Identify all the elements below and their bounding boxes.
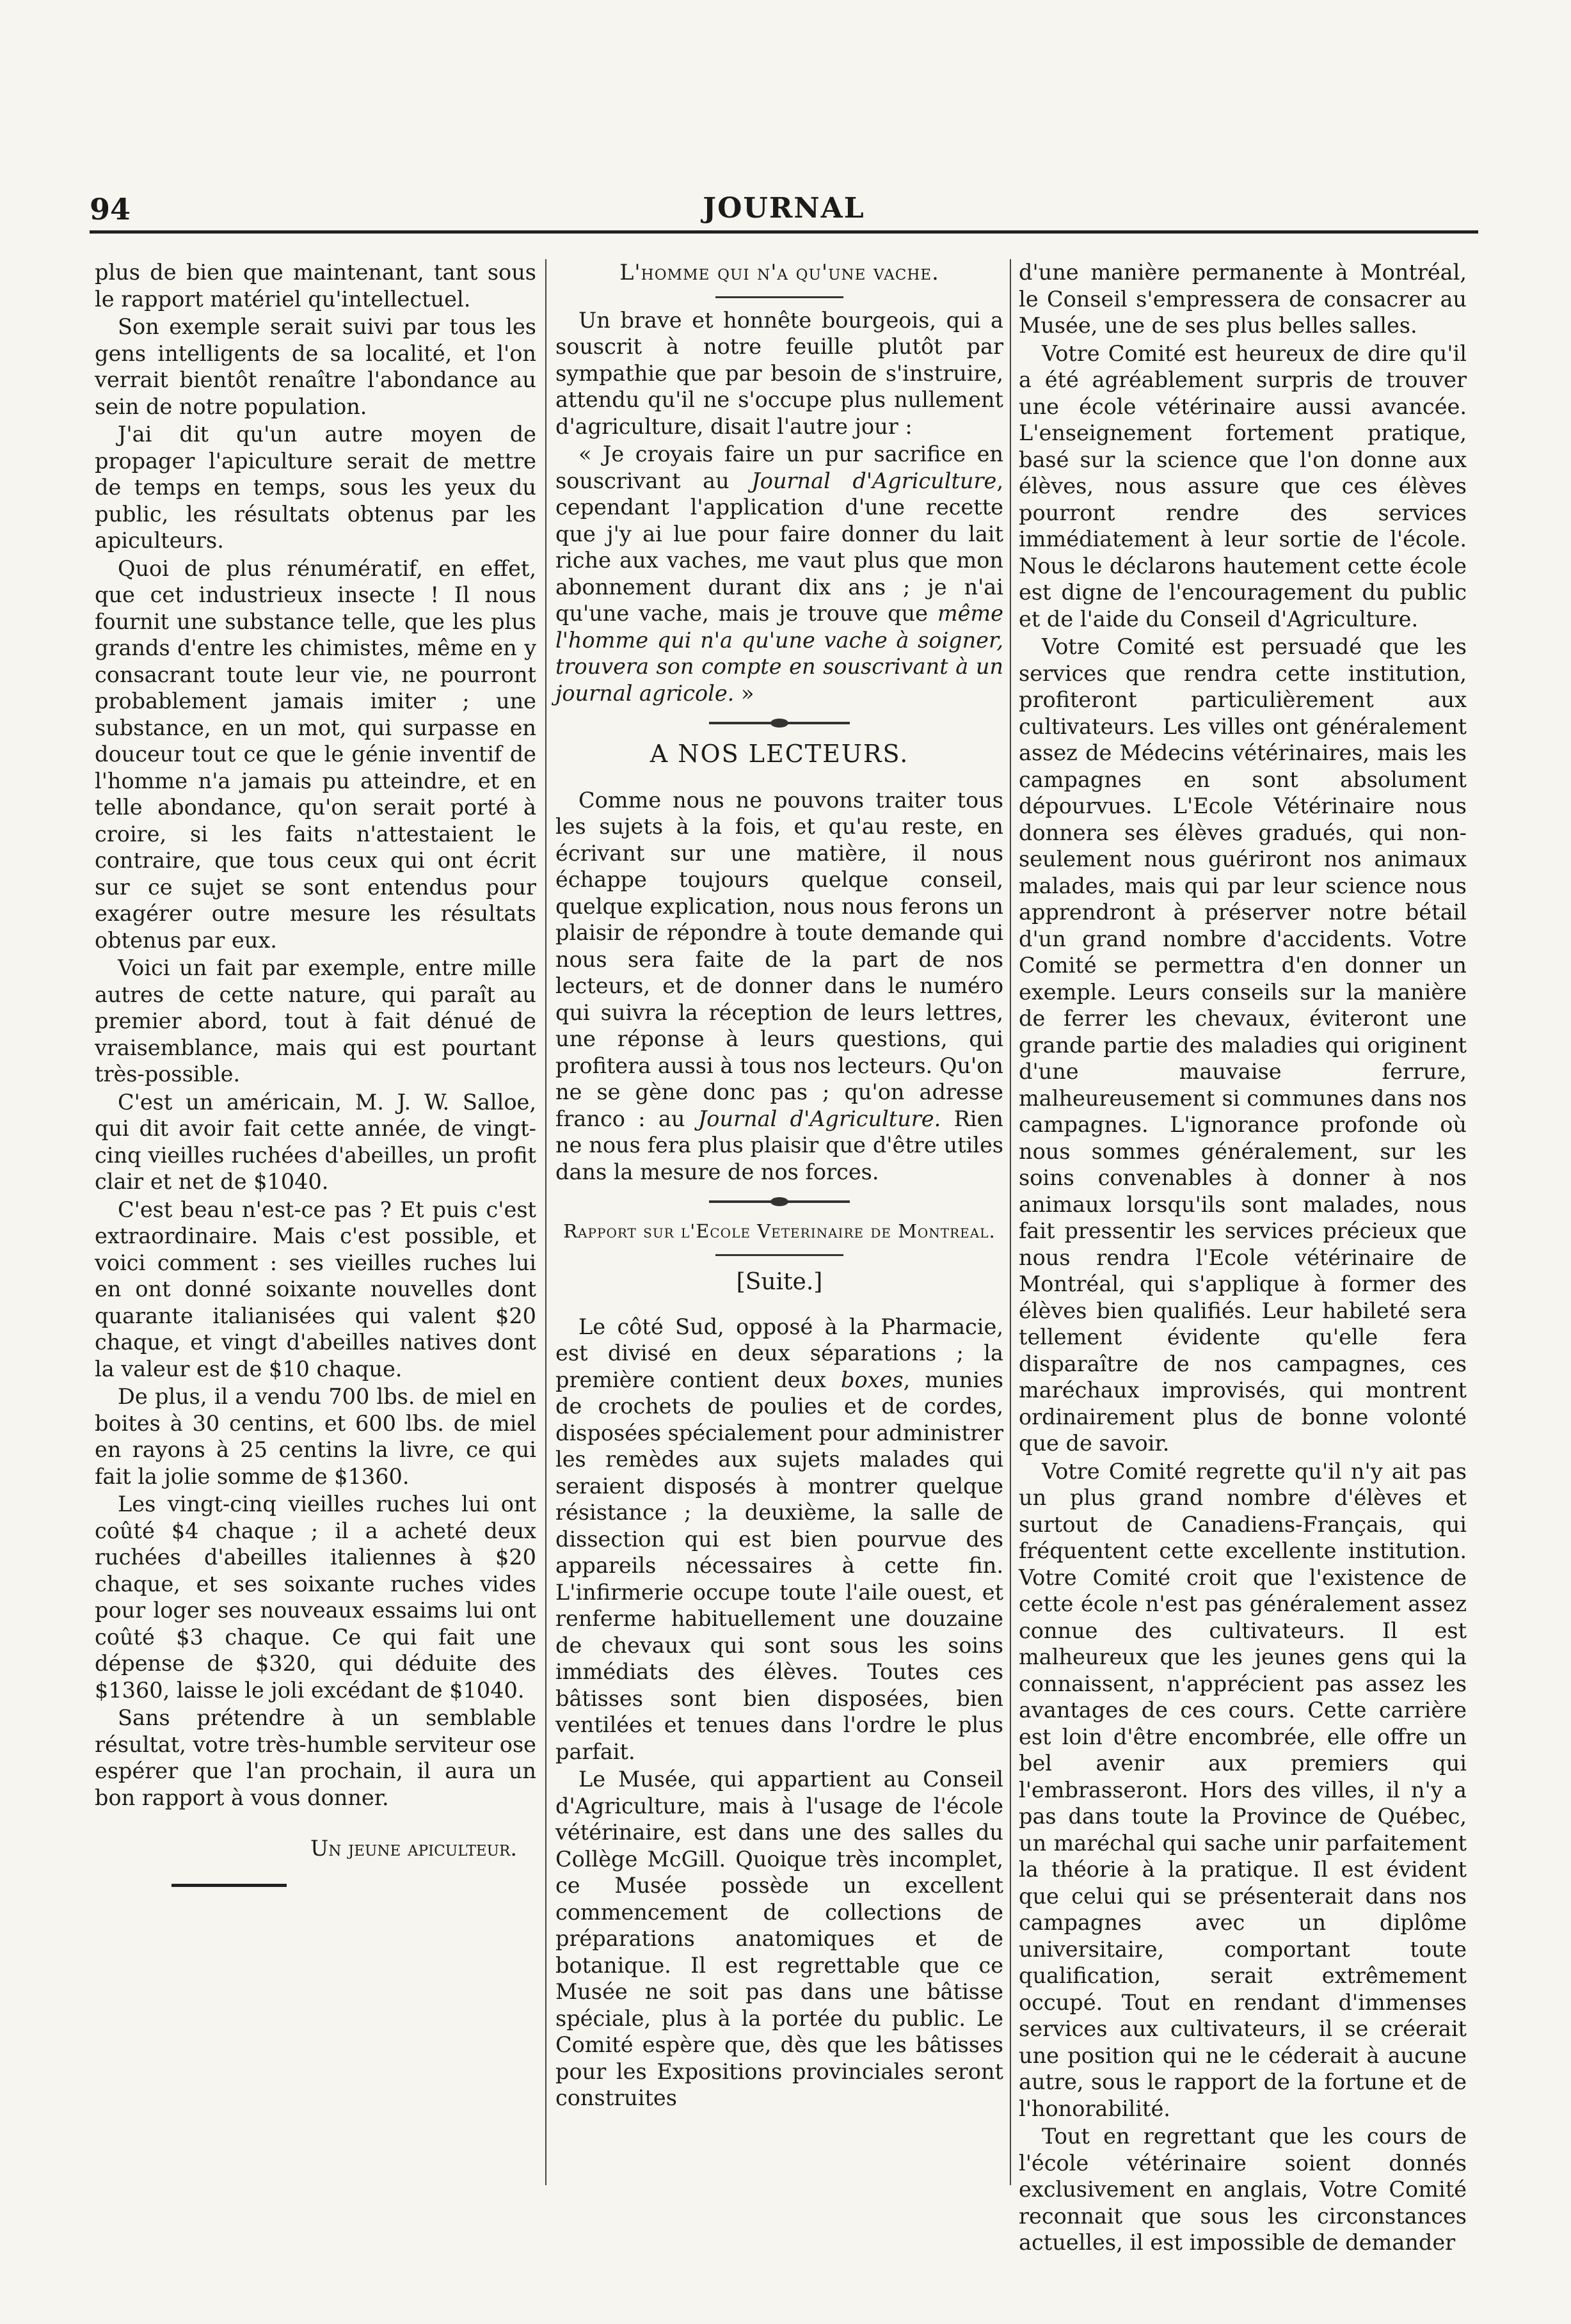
- page-number: 94: [90, 192, 131, 227]
- section-title: Rapport sur l'Ecole Veterinaire de Montreal.: [563, 1220, 996, 1242]
- paragraph: Votre Comité est persuadé que les services que rendra cette institution, profiteront particulièrement aux cultivateurs. Les villes ont généralement assez de Médecins vétérinaires, mais les campagnes en sont absolument dépourvues. L'Ecole Vétérinaire nous donnera ses élèves gradués, qui non-seulement nous guériront nos animaux malades, mais qui par leur science nous apprendront à préserver notre bétail d'un grand nombre d'accidents. Votre Comité se permettra d'en donner un exemple. Leurs conseils sur la manière de ferrer les chevaux, éviteront une grande partie des maladies qui originent d'une mauvaise ferrure, malheureusement si communes dans nos campagnes. L'ignorance profonde où nous sommes généralement, sur les soins convenables à donner à nos animaux lorsqu'ils sont malades, nous fait pressentir les services précieux que nous rendra l'Ecole vétérinaire de Montréal, qui s'applique à former des élèves bien qualifiés. Leur habileté sera tellement évidente qu'elle fera disparaître de nos campagnes, ces maréchaux improvisés, qui montrent ordinairement plus de bonne volonté que de savoir.: [1019, 634, 1467, 1456]
- paragraph: « Je croyais faire un pur sacrifice en souscrivant au Journal d'Agriculture, cependant l'application d'une recette que j'y ai lue pour faire donner du lait riche aux vaches, me vaut plus que mon abonnement durant dix ans ; je n'ai qu'une vache, mais je trouve que même l'homme qui n'a qu'une vache à soigner, trouvera son compte en souscrivant à un journal agricole. »: [555, 442, 1003, 706]
- column-divider: [545, 259, 546, 2185]
- paragraph: Un brave et honnête bourgeois, qui a souscrit à notre feuille plutôt par sympathie que par besoin de s'instruire, attendu qu'il ne s'occupe plus nullement d'agriculture, disait l'autre jour :: [555, 307, 1003, 439]
- page-header: [90, 192, 1478, 230]
- paragraph: Sans prétendre à un semblable résultat, votre très-humble serviteur ose espérer que l'an prochain, il aura un bon rapport à vous donner.: [95, 1705, 536, 1810]
- ornament-rule: [709, 1200, 850, 1203]
- ornament-rule: [709, 722, 850, 724]
- article-title: L'homme qui n'a qu'une vache.: [619, 260, 939, 285]
- section-subtitle: [Suite.]: [736, 1269, 823, 1295]
- paragraph: Votre Comité est heureux de dire qu'il a été agréablement surpris de trouver une école vétérinaire aussi avancée. L'enseignement fortement pratique, basé sur la science que l'on donne aux élèves, nous assure que ces élèves pourront rendre des services immédiatement à leur sortie de l'école. Nous le déclarons hautement cette école est digne de l'encouragement du public et de l'aide du Conseil d'Agriculture.: [1019, 340, 1467, 632]
- paragraph: C'est beau n'est-ce pas ? Et puis c'est extraordinaire. Mais c'est possible, et voici comment : ses vieilles ruches lui en ont donné soixante nouvelles dont quarante italianisées qui valent $20 chaque, et vingt d'abeilles natives dont la valeur est de $10 chaque.: [95, 1197, 536, 1381]
- running-title: JOURNAL: [703, 192, 865, 225]
- paragraph: C'est un américain, M. J. W. Salloe, qui dit avoir fait cette année, de vingt-cinq vieilles ruchées d'abeilles, un profit clair et net de $1040.: [95, 1089, 536, 1194]
- paragraph: De plus, il a vendu 700 lbs. de miel en boites à 30 centins, et 600 lbs. de miel en rayons à 25 centins la livre, ce qui fait la jolie somme de $1360.: [95, 1384, 536, 1489]
- column-3: [1019, 259, 1467, 2257]
- section-title: A NOS LECTEURS.: [650, 740, 909, 768]
- column-2: [555, 259, 1003, 2113]
- paragraph: Le Musée, qui appartient au Conseil d'Agriculture, mais à l'usage de l'école vétérinaire, est dans une des salles du Collège McGill. Quoique très incomplet, ce Musée possède un excellent commencement de collections de préparations anatomiques et de botanique. Il est regrettable que ce Musée ne soit pas dans une bâtisse spéciale, plus à la portée du public. Le Comité espère que, dès que les bâtisses pour les Expositions provinciales seront construites: [555, 1767, 1003, 2110]
- title-rule: [715, 296, 843, 298]
- paragraph: Quoi de plus rénumératif, en effet, que cet industrieux insecte ! Il nous fournit une substance telle, que les plus grands d'entre les chimistes, même en y consacrant toute leur vie, ne pourront probablement jamais imiter ; une substance, en un mot, qui surpasse en douceur tout ce que le génie inventif de l'homme n'a jamais pu atteindre, et en telle abondance, qu'on serait porté à croire, si les faits n'attestaient le contraire, que tous ceux qui ont écrit sur ce sujet se sont entendus pour exagérer outre mesure les résultats obtenus par eux.: [95, 555, 536, 953]
- paragraph: Voici un fait par exemple, entre mille autres de cette nature, qui paraît au premier abord, tout à fait dénué de vraisemblance, mais qui est pourtant très-possible.: [95, 955, 536, 1086]
- paragraph: J'ai dit qu'un autre moyen de propager l'apiculture serait de mettre de temps en temps, sous les yeux du public, les résultats obtenus par les apiculteurs.: [95, 422, 536, 553]
- journal-title: Journal d'Agriculture: [751, 468, 997, 493]
- column-divider: [1010, 259, 1011, 2185]
- paragraph: plus de bien que maintenant, tant sous le rapport matériel qu'intellectuel.: [95, 260, 536, 312]
- article-signature: Un jeune apiculteur.: [310, 1836, 517, 1861]
- paragraph: Comme nous ne pouvons traiter tous les sujets à la fois, et qu'au reste, en écrivant sur une matière, il nous échappe toujours quelque conseil, quelque explication, nous nous ferons un plaisir de répondre à toute demande qui nous sera faite de la part de nos lecteurs, et de donner dans le numéro qui suivra la réception de leurs lettres, une réponse à leurs questions, qui profitera aussi à tous nos lecteurs. Qu'on ne se gène donc pas ; qu'on adresse franco : au Journal d'Agriculture. Rien ne nous fera plus plaisir que d'être utiles dans la mesure de nos forces.: [555, 787, 1003, 1184]
- end-rule: [171, 1884, 287, 1887]
- paragraph: Tout en regrettant que les cours de l'école vétérinaire soient donnés exclusivement en anglais, Votre Comité reconnait que sous les circonstances actuelles, il est impossible de demander: [1019, 2124, 1467, 2255]
- paragraph: Le côté Sud, opposé à la Pharmacie, est divisé en deux séparations ; la première contient deux boxes, munies de crochets de poulies et de cordes, disposées spécialement pour administrer les remèdes aux sujets malades qui seraient disposés à montrer quelque résistance ; la deuxième, la salle de dissection qui est bien pourvue des appareils nécessaires à cette fin. L'infirmerie occupe toute l'aile ouest, et renferme habituellement une douzaine de chevaux qui sont sous les soins immédiats des élèves. Toutes ces bâtisses sont bien disposées, bien ventilées et tenues dans l'ordre le plus parfait.: [555, 1314, 1003, 1764]
- italic-quote: même l'homme qui n'a qu'une vache à soigner, trouvera son compte en souscrivant à un journal agricole.: [555, 601, 1003, 706]
- paragraph: Les vingt-cinq vieilles ruches lui ont coûté $4 chaque ; il a acheté deux ruchées d'abeilles italiennes à $20 chaque, et ses soixante ruches vides pour loger ses nouveaux essaims lui ont coûté $3 chaque. Ce qui fait une dépense de $320, qui déduite des $1360, laisse le joli excédant de $1040.: [95, 1492, 536, 1703]
- title-rule: [715, 1254, 843, 1256]
- column-1: [95, 259, 536, 1887]
- paragraph: d'une manière permanente à Montréal, le Conseil s'empressera de consacrer au Musée, une de ses plus belles salles.: [1019, 260, 1467, 338]
- paragraph: Son exemple serait suivi par tous les gens intelligents de sa localité, et l'on verrait bientôt renaître l'abondance au sein de notre population.: [95, 314, 536, 419]
- italic-term: boxes: [841, 1367, 904, 1392]
- journal-title: Journal d'Agriculture.: [698, 1106, 941, 1131]
- header-rule: [90, 230, 1478, 234]
- paragraph: Votre Comité regrette qu'il n'y ait pas un plus grand nombre d'élèves et surtout de Canadiens-Français, qui fréquentent cette excellente institution. Votre Comité croit que l'existence de cette école n'est pas généralement assez connue des cultivateurs. Il est malheureux que les jeunes gens qui la connaissent, n'apprécient pas assez les avantages de ces cours. Cette carrière est loin d'être encombrée, elle offre un bel avenir aux premiers qui l'embrasseront. Hors des villes, il n'y a pas dans toute la Province de Québec, un maréchal qui sache unir parfaitement la théorie à la pratique. Il est évident que celui qui se présenterait dans nos campagnes avec un diplôme universitaire, comportant toute qualification, serait extrêmement occupé. Tout en rendant d'immenses services aux cultivateurs, il se créerait une position qui ne le céderait à aucune autre, sous le rapport de la fortune et de l'honorabilité.: [1019, 1458, 1467, 2121]
